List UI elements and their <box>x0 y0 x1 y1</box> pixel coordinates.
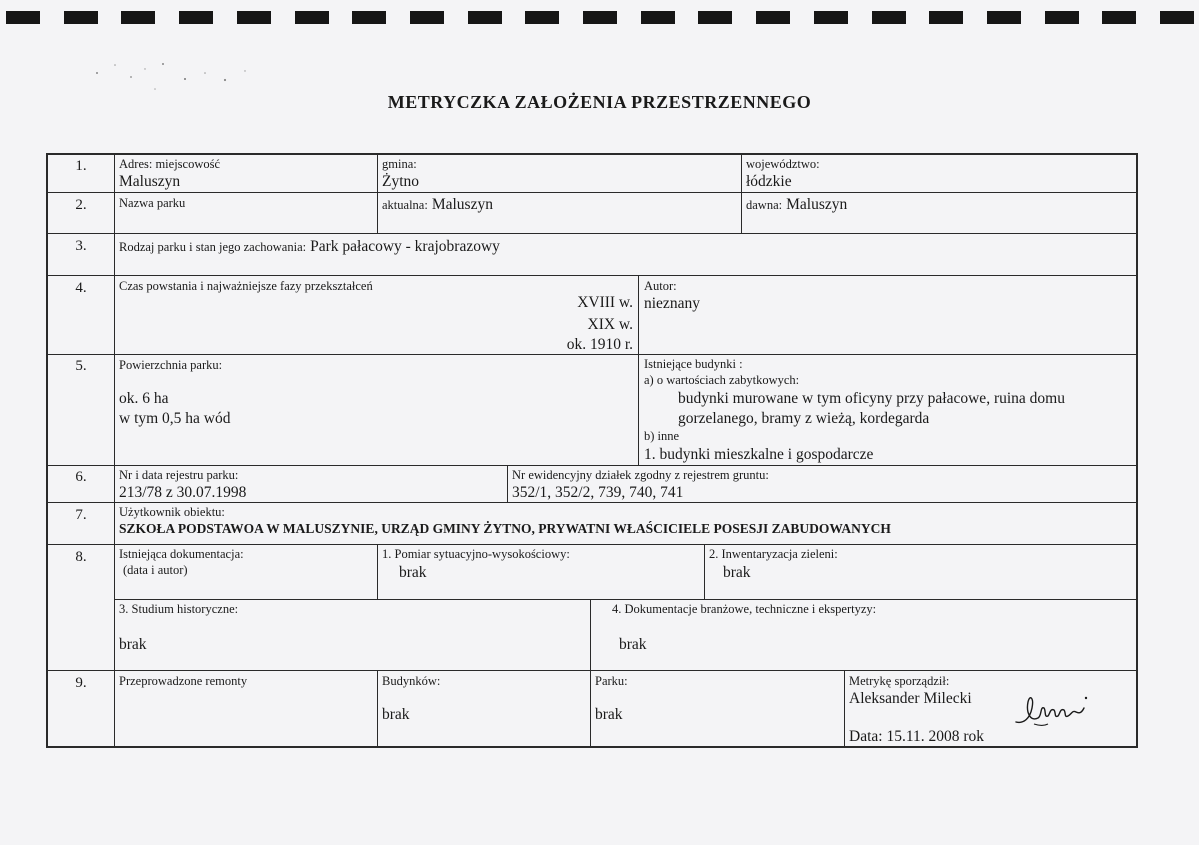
park-type-value: Park pałacowy - krajobrazowy <box>310 238 500 255</box>
gmina-value: Żytno <box>382 173 420 190</box>
binding-mark <box>179 11 213 24</box>
current-name-label: aktualna: <box>382 198 428 212</box>
prepared-by-label: Metrykę sporządził: <box>849 674 950 688</box>
row-number: 9. <box>75 675 87 691</box>
binding-mark <box>6 11 40 24</box>
survey-label: 1. Pomiar sytuacyjno-wysokościowy: <box>382 547 570 561</box>
water-area-value: w tym 0,5 ha wód <box>119 410 231 427</box>
register-value: 213/78 z 30.07.1998 <box>119 484 247 501</box>
area-label: Powierzchnia parku: <box>119 358 223 372</box>
row-number: 5. <box>75 358 87 374</box>
binding-mark <box>583 11 617 24</box>
binding-strip <box>0 11 1199 25</box>
buildings-renovation-value: brak <box>382 706 410 723</box>
binding-mark <box>1160 11 1194 24</box>
park-type-label: Rodzaj parku i stan jego zachowania: <box>119 240 307 254</box>
page-title: METRYCZKA ZAŁOŻENIA PRZESTRZENNEGO <box>387 92 812 112</box>
binding-mark <box>1045 11 1079 24</box>
greenery-inventory-label: 2. Inwentaryzacja zieleni: <box>709 547 838 561</box>
phase-item: ok. 1910 r. <box>566 336 633 353</box>
row-number: 6. <box>75 469 87 485</box>
binding-mark <box>468 11 502 24</box>
binding-mark <box>1102 11 1136 24</box>
address-label: Adres: miejscowość <box>119 157 221 171</box>
binding-mark <box>987 11 1021 24</box>
row-number: 1. <box>75 158 87 174</box>
author-label: Autor: <box>644 279 677 293</box>
park-renovation-label: Parku: <box>595 674 628 688</box>
current-name <box>382 196 493 214</box>
historic-buildings-line: gorzelanego, bramy z wieżą, kordegarda <box>678 410 930 427</box>
technical-docs-value: brak <box>619 636 647 653</box>
phase-item: XIX w. <box>587 316 633 333</box>
renovations-label: Przeprowadzone remonty <box>119 674 248 688</box>
former-name-label: dawna: <box>746 198 783 212</box>
address-value: Maluszyn <box>119 173 181 190</box>
park-type <box>119 238 500 256</box>
parcels-label: Nr ewidencyjny działek zgodny z rejestrem gruntu: <box>512 468 769 482</box>
documentation-label: Istniejąca dokumentacja: <box>119 547 244 561</box>
historic-buildings-line: budynki murowane w tym oficyny przy pałacowe, ruina domu <box>678 390 1065 407</box>
voivodeship-label: województwo: <box>746 157 820 171</box>
row-number: 8. <box>75 549 87 565</box>
binding-mark <box>295 11 329 24</box>
phase-item: XVIII w. <box>577 294 633 311</box>
former-name <box>746 196 847 214</box>
signature-icon <box>1010 688 1092 732</box>
owner-value: SZKOŁA PODSTAWOA W MALUSZYNIE, URZĄD GMINY ŻYTNO, PRYWATNI WŁAŚCICIELE POSESJI ZABUDOWANYCH <box>119 521 891 536</box>
binding-mark <box>698 11 732 24</box>
binding-mark <box>814 11 848 24</box>
buildings-label: Istniejące budynki : <box>644 357 743 371</box>
historic-buildings-label: a) o wartościach zabytkowych: <box>644 373 800 387</box>
historical-study-value: brak <box>119 636 147 653</box>
current-name-value: Maluszyn <box>431 196 493 213</box>
owner-label: Użytkownik obiektu: <box>119 505 225 519</box>
parcels-value: 352/1, 352/2, 739, 740, 741 <box>512 484 684 501</box>
row-number: 4. <box>75 280 87 296</box>
voivodeship-value: łódzkie <box>746 173 792 190</box>
row-number: 7. <box>75 507 87 523</box>
row-number: 3. <box>75 238 87 254</box>
binding-mark <box>352 11 386 24</box>
binding-mark <box>872 11 906 24</box>
prepared-date: Data: 15.11. 2008 rok <box>849 728 985 745</box>
buildings-renovation-label: Budynków: <box>382 674 441 688</box>
binding-mark <box>64 11 98 24</box>
other-buildings-label: b) inne <box>644 429 680 443</box>
creation-time-label: Czas powstania i najważniejsze fazy przekształceń <box>119 279 373 293</box>
survey-value: brak <box>399 564 427 581</box>
area-value: ok. 6 ha <box>119 390 169 407</box>
binding-mark <box>237 11 271 24</box>
greenery-inventory-value: brak <box>723 564 751 581</box>
former-name-value: Maluszyn <box>786 196 848 213</box>
park-renovation-value: brak <box>595 706 623 723</box>
row-number: 2. <box>75 197 87 213</box>
prepared-by-name: Aleksander Milecki <box>849 690 972 707</box>
other-buildings-value: 1. budynki mieszkalne i gospodarcze <box>644 446 874 463</box>
documentation-sub: (data i autor) <box>123 563 188 577</box>
technical-docs-label: 4. Dokumentacje branżowe, techniczne i ekspertyzy: <box>612 602 877 616</box>
author-value: nieznany <box>644 295 700 312</box>
binding-mark <box>525 11 559 24</box>
binding-mark <box>756 11 790 24</box>
binding-mark <box>410 11 444 24</box>
binding-mark <box>929 11 963 24</box>
historical-study-label: 3. Studium historyczne: <box>119 602 239 616</box>
gmina-label: gmina: <box>382 157 417 171</box>
register-label: Nr i data rejestru parku: <box>119 468 239 482</box>
binding-mark <box>641 11 675 24</box>
park-name-label: Nazwa parku <box>119 196 186 210</box>
binding-mark <box>121 11 155 24</box>
